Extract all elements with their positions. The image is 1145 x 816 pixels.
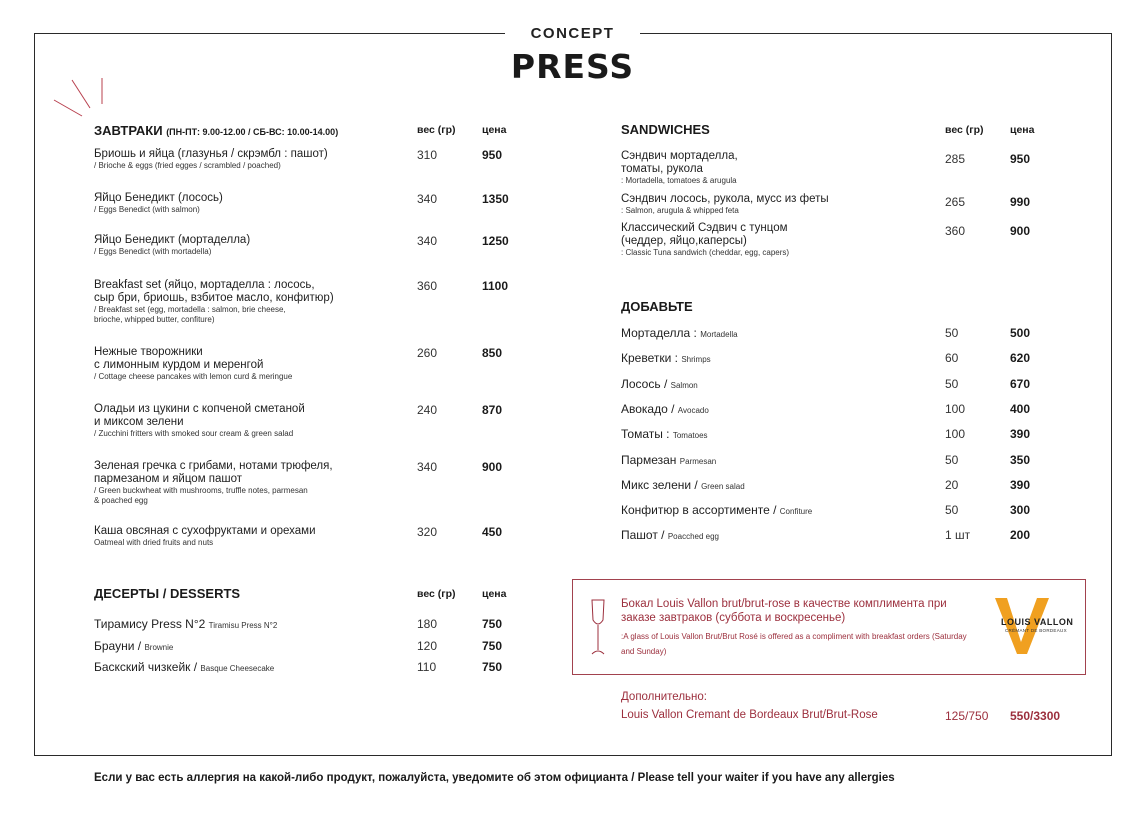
dessert-name: Баскский чизкейк /: [94, 660, 198, 674]
sandwich-item: [621, 193, 921, 216]
logo-text: LOUIS VALLON: [1001, 617, 1074, 627]
addon-name: Авокадо /: [621, 401, 675, 416]
sandwich-subtitle: : Classic Tuna sandwich (cheddar, egg, capers): [621, 248, 790, 257]
sandwich-weight: 285: [945, 152, 966, 166]
item-weight: 260: [417, 346, 438, 360]
item-subtitle: / Eggs Benedict (with salmon): [94, 205, 200, 214]
menu-item: [94, 403, 394, 439]
dessert-name: Брауни /: [94, 639, 142, 653]
sandwich-name: Классический Сэдвич с тунцом (чеддер, яйцо,каперсы): [621, 222, 788, 247]
addon-item: [621, 478, 745, 492]
sandwich-name: Сэндвич лосось, рукола, мусс из феты: [621, 193, 829, 205]
addon-item: [621, 377, 698, 391]
dessert-name-en: Brownie: [144, 643, 174, 652]
item-subtitle: / Breakfast set (egg, mortadella : salmon, brie cheese, brioche, whipped butter, confiture): [94, 305, 286, 324]
sandwich-item: [621, 222, 921, 258]
dessert-price: 750: [482, 639, 503, 653]
item-price: 850: [482, 346, 503, 360]
addon-name-en: Parmesan: [679, 456, 717, 466]
extra-item-name: Louis Vallon Cremant de Bordeaux Brut/Brut-Rose: [621, 709, 878, 721]
item-price: 950: [482, 148, 503, 162]
addon-price: 670: [1010, 376, 1031, 391]
addon-name: Лосось /: [621, 376, 668, 391]
addon-name: Креветки :: [621, 351, 678, 366]
item-subtitle: / Green buckwheat with mushrooms, truffle notes, parmesan & poached egg: [94, 486, 308, 505]
item-subtitle: / Eggs Benedict (with mortadella): [94, 247, 212, 256]
sandwiches-weight-header: вес (гр): [945, 124, 984, 136]
sandwich-subtitle: : Mortadella, tomatoes & arugula: [621, 176, 737, 185]
desserts-price-header: цена: [482, 588, 507, 600]
logo-subtext: CRÉMANT DE BORDEAUX: [1005, 628, 1067, 633]
addon-weight: 50: [945, 326, 959, 340]
item-name: Бриошь и яйца (глазунья / скрэмбл : пашот): [94, 148, 328, 160]
addon-item: [621, 503, 812, 517]
addon-name-en: Mortadella: [700, 330, 738, 339]
item-price: 1250: [482, 234, 509, 248]
item-weight: 360: [417, 279, 438, 293]
dessert-weight: 180: [417, 617, 438, 631]
menu-item: [94, 525, 394, 548]
addon-price: 390: [1010, 427, 1031, 442]
addon-name: Томаты :: [621, 427, 670, 442]
promo-text-ru: Бокал Louis Vallon brut/brut-rose в качестве комплимента при заказе завтраков (суббота и воскресенье): [621, 598, 947, 624]
item-weight: 320: [417, 525, 438, 539]
decorative-lines-icon: [52, 72, 112, 122]
menu-item: [94, 346, 394, 382]
addon-name-en: Salmon: [670, 380, 698, 390]
addon-price: 500: [1010, 326, 1031, 340]
sandwiches-title: SANDWICHES: [621, 122, 710, 137]
item-weight: 240: [417, 403, 438, 417]
menu-item: [94, 148, 394, 171]
item-name: Breakfast set (яйцо, мортаделла : лосось, сыр бри, бриошь, взбитое масло, конфитюр): [94, 279, 334, 304]
addon-name-en: Shrimps: [681, 355, 711, 365]
addon-weight: 50: [945, 452, 959, 467]
addon-weight: 50: [945, 376, 959, 391]
addons-title: ДОБАВЬТЕ: [621, 299, 693, 314]
addon-name-en: Avocado: [677, 405, 709, 415]
item-name: Нежные творожники с лимонным курдом и меренгой: [94, 346, 264, 371]
addon-name-en: Tomatoes: [672, 431, 708, 441]
addon-name-en: Green salad: [701, 481, 745, 491]
addon-item: [621, 326, 738, 340]
item-weight: 340: [417, 192, 438, 206]
item-price: 870: [482, 403, 503, 417]
item-weight: 340: [417, 460, 438, 474]
addon-weight: 50: [945, 503, 959, 518]
sandwich-price: 990: [1010, 195, 1031, 209]
item-price: 1100: [482, 279, 509, 293]
addon-item: [621, 351, 711, 365]
concept-label: CONCEPT: [0, 25, 1145, 42]
allergy-notice: Если у вас есть аллергия на какой-либо продукт, пожалуйста, уведомите об этом официанта / Please tell your waiter if you have any allergies: [94, 772, 895, 784]
sandwich-subtitle: : Salmon, arugula & whipped feta: [621, 206, 739, 215]
item-name: Яйцо Бенедикт (мортаделла): [94, 234, 251, 246]
dessert-price: 750: [482, 660, 503, 674]
item-weight: 340: [417, 234, 438, 248]
addon-item: [621, 453, 716, 467]
addon-price: 350: [1010, 452, 1031, 467]
addon-name: Конфитюр в ассортименте /: [621, 503, 777, 518]
sandwiches-price-header: цена: [1010, 124, 1035, 136]
dessert-price: 750: [482, 617, 503, 631]
item-price: 900: [482, 460, 503, 474]
item-subtitle: / Cottage cheese pancakes with lemon curd & meringue: [94, 372, 293, 381]
item-subtitle: / Brioche & eggs (fried egges / scrambled / poached): [94, 161, 281, 170]
item-weight: 310: [417, 148, 438, 162]
dessert-name: Тирамису Press N°2: [94, 617, 206, 631]
addon-name: Мортаделла :: [621, 326, 697, 340]
desserts-weight-header: вес (гр): [417, 588, 456, 600]
addon-price: 200: [1010, 528, 1031, 543]
item-price: 450: [482, 525, 503, 539]
breakfast-weight-header: вес (гр): [417, 124, 456, 136]
addon-name: Пашот /: [621, 528, 665, 543]
addon-price: 390: [1010, 477, 1031, 492]
addon-weight: 100: [945, 427, 966, 442]
dessert-item: [94, 639, 173, 653]
sandwich-name: Сэндвич мортаделла, томаты, рукола: [621, 150, 738, 175]
breakfast-price-header: цена: [482, 124, 507, 136]
addon-weight: 60: [945, 351, 959, 366]
addon-name: Микс зелени /: [621, 477, 698, 492]
dessert-weight: 120: [417, 639, 438, 653]
dessert-item: [94, 617, 277, 631]
sandwich-weight: 360: [945, 224, 966, 238]
brand-logo: PRESS: [0, 47, 1145, 86]
addon-name-en: Confiture: [779, 507, 813, 517]
addon-name-en: Poacched egg: [667, 532, 719, 542]
addon-price: 620: [1010, 351, 1031, 366]
extra-label: Дополнительно:: [621, 691, 707, 703]
item-name: Каша овсяная с сухофруктами и орехами: [94, 525, 316, 537]
addon-item: [621, 528, 719, 542]
addon-weight: 1 шт: [945, 528, 971, 543]
menu-item: [94, 234, 394, 257]
dessert-item: [94, 660, 274, 674]
dessert-weight: 110: [417, 660, 437, 674]
promo-box: [572, 579, 1086, 675]
menu-item: [94, 460, 394, 506]
item-subtitle: Oatmeal with dried fruits and nuts: [94, 538, 214, 547]
item-subtitle: / Zucchini fritters with smoked sour cream & green salad: [94, 429, 294, 438]
menu-item: [94, 192, 394, 215]
dessert-name-en: Basque Cheesecake: [200, 664, 275, 673]
promo-text-en: :A glass of Louis Vallon Brut/Brut Rosé is offered as a compliment with breakfast orders (Saturday and Sunday): [621, 632, 967, 656]
extra-item-price: 550/3300: [1010, 709, 1061, 723]
menu-item: [94, 279, 394, 325]
wine-glass-icon: [589, 598, 607, 658]
sandwich-price: 950: [1010, 152, 1031, 166]
sandwich-price: 900: [1010, 224, 1031, 238]
dessert-name-en: Tiramisu Press N°2: [208, 621, 278, 630]
addon-item: [621, 402, 709, 416]
addon-price: 300: [1010, 503, 1031, 518]
item-price: 1350: [482, 192, 509, 206]
addon-item: [621, 427, 708, 441]
addon-name: Пармезан: [621, 452, 680, 467]
breakfast-title: ЗАВТРАКИ (ПН-ПТ: 9.00-12.00 / СБ-ВС: 10.00-14.00): [94, 123, 339, 138]
addon-weight: 100: [945, 401, 966, 416]
sandwich-weight: 265: [945, 195, 966, 209]
desserts-title: ДЕСЕРТЫ / DESSERTS: [94, 586, 241, 601]
sandwich-item: [621, 150, 921, 186]
extra-item-weight: 125/750: [945, 709, 989, 723]
item-name: Оладьи из цукини с копченой сметаной и миксом зелени: [94, 403, 305, 428]
addon-weight: 20: [945, 477, 959, 492]
addon-price: 400: [1010, 401, 1031, 416]
item-name: Зеленая гречка с грибами, нотами трюфеля, пармезаном и яйцом пашот: [94, 460, 333, 485]
item-name: Яйцо Бенедикт (лосось): [94, 192, 223, 204]
